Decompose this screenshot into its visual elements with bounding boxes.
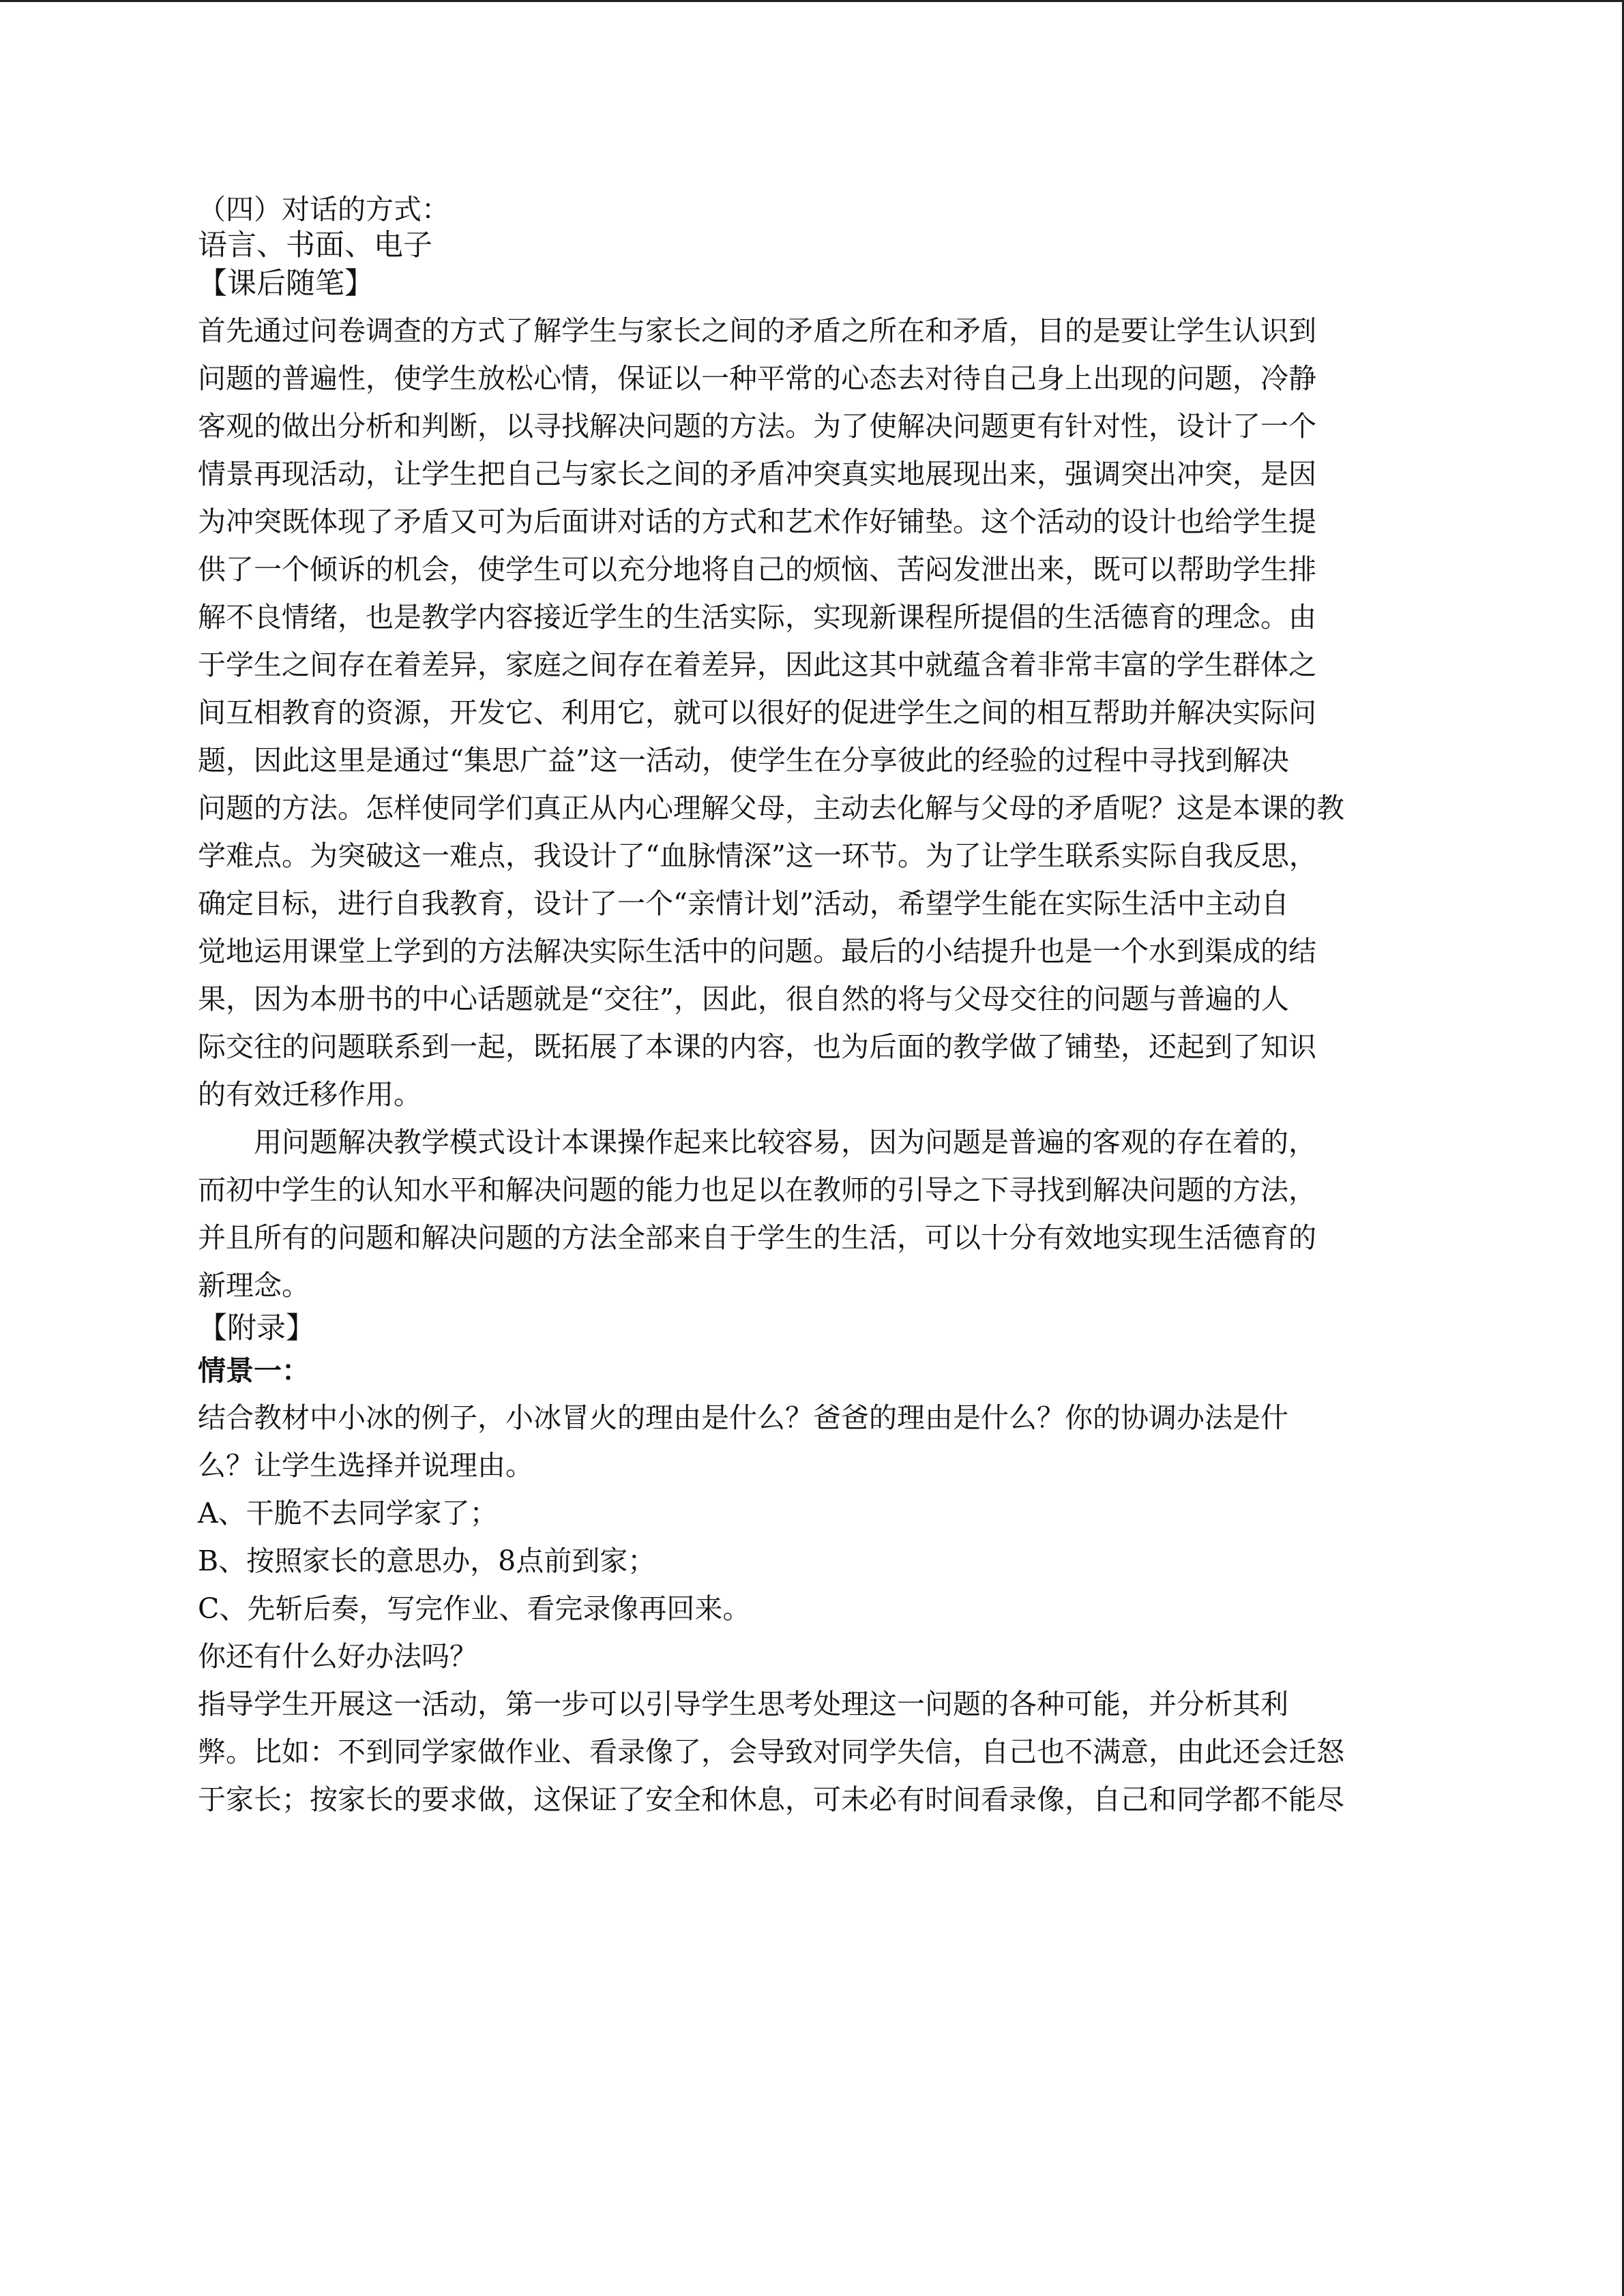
text-line: 情景再现活动，让学生把自己与家长之间的矛盾冲突真实地展现出来，强调突出冲突，是因 <box>198 458 1316 490</box>
text-line: 学难点。为突破这一难点，我设计了“血脉情深”这一环节。为了让学生联系实际自我反思， <box>198 839 1317 872</box>
text-line: 问题的方法。怎样使同学们真正从内心理解父母，主动去化解与父母的矛盾呢？这是本课的教 <box>198 792 1344 824</box>
section-title-dialogue-methods: （四）对话的方式： <box>198 193 449 226</box>
text-line: 题，因此这里是通过“集思广益”这一活动，使学生在分享彼此的经验的过程中寻找到解决 <box>198 744 1289 777</box>
text-line: 指导学生开展这一活动，第一步可以引导学生思考处理这一问题的各种可能，并分析其利 <box>198 1688 1288 1720</box>
appendix-guidance <box>198 1680 1405 1823</box>
text-line: 问题的普遍性，使学生放松心情，保证以一种平常的心态去对待自己身上出现的问题，冷静 <box>198 362 1316 395</box>
section-content-dialogue-methods: 语言、书面、电子 <box>198 228 432 263</box>
followup-question: 你还有什么好办法吗？ <box>198 1640 477 1673</box>
text-line: 供了一个倾诉的机会，使学生可以充分地将自己的烦恼、苦闷发泄出来，既可以帮助学生排 <box>198 553 1316 586</box>
document-body <box>198 192 1405 1823</box>
page-top-border <box>0 0 1624 2</box>
text-line: 结合教材中小冰的例子，小冰冒火的理由是什么？爸爸的理由是什么？你的协调办法是什 <box>198 1401 1288 1434</box>
text-line: 于学生之间存在着差异，家庭之间存在着差异，因此这其中就蕴含着非常丰富的学生群体之 <box>198 648 1316 681</box>
text-line: 弊。比如：不到同学家做作业、看录像了，会导致对同学失信，自己也不满意，由此还会迁怒 <box>198 1735 1344 1768</box>
appendix-heading: 【附录】 <box>198 1311 315 1345</box>
text-line: 用问题解决教学模式设计本课操作起来比较容易，因为问题是普遍的客观的存在着的， <box>254 1126 1316 1159</box>
text-line: 解不良情绪，也是教学内容接近学生的生活实际，实现新课程所提倡的生活德育的理念。由 <box>198 601 1316 633</box>
text-line: 么？让学生选择并说理由。 <box>198 1449 533 1482</box>
text-line: 首先通过问卷调查的方式了解学生与家长之间的矛盾之所在和矛盾，目的是要让学生认识到 <box>198 314 1316 347</box>
appendix-options <box>198 1489 1405 1632</box>
option-b: B、按照家长的意思办，8点前到家； <box>198 1545 656 1577</box>
option-a: A、干脆不去同学家了； <box>198 1497 498 1530</box>
text-line: 并且所有的问题和解决问题的方法全部来自于学生的生活，可以十分有效地实现生活德育的 <box>198 1221 1316 1254</box>
text-line: 新理念。 <box>198 1269 310 1302</box>
text-line: 为冲突既体现了矛盾又可为后面讲对话的方式和艺术作好铺垫。这个活动的设计也给学生提 <box>198 505 1316 538</box>
notes-paragraph-1 <box>198 307 1405 1118</box>
appendix-followup <box>198 1632 1405 1680</box>
appendix-question <box>198 1394 1405 1489</box>
notes-paragraph-2 <box>198 1118 1405 1309</box>
text-line: 的有效迁移作用。 <box>198 1078 422 1111</box>
text-line: 觉地运用课堂上学到的方法解决实际生活中的问题。最后的小结提升也是一个水到渠成的结 <box>198 935 1316 968</box>
text-line: 客观的做出分析和判断，以寻找解决问题的方法。为了使解决问题更有针对性，设计了一个 <box>198 410 1316 443</box>
text-line: 际交往的问题联系到一起，既拓展了本课的内容，也为后面的教学做了铺垫，还起到了知识 <box>198 1030 1316 1063</box>
notes-heading: 【课后随笔】 <box>198 267 374 301</box>
text-line: 于家长；按家长的要求做，这保证了安全和休息，可未必有时间看录像，自己和同学都不能尽 <box>198 1783 1344 1816</box>
text-line: 确定目标，进行自我教育，设计了一个“亲情计划”活动，希望学生能在实际生活中主动自 <box>198 887 1289 920</box>
text-line: 果，因为本册书的中心话题就是“交往”，因此，很自然的将与父母交往的问题与普遍的人 <box>198 983 1289 1015</box>
text-line: 间互相教育的资源，开发它、利用它，就可以很好的促进学生之间的相互帮助并解决实际问 <box>198 696 1316 729</box>
text-line: 而初中学生的认知水平和解决问题的能力也足以在教师的引导之下寻找到解决问题的方法， <box>198 1174 1316 1206</box>
scenario-title: 情景一： <box>198 1354 310 1387</box>
option-c: C、先斩后奏，写完作业、看完录像再回来。 <box>198 1592 751 1625</box>
